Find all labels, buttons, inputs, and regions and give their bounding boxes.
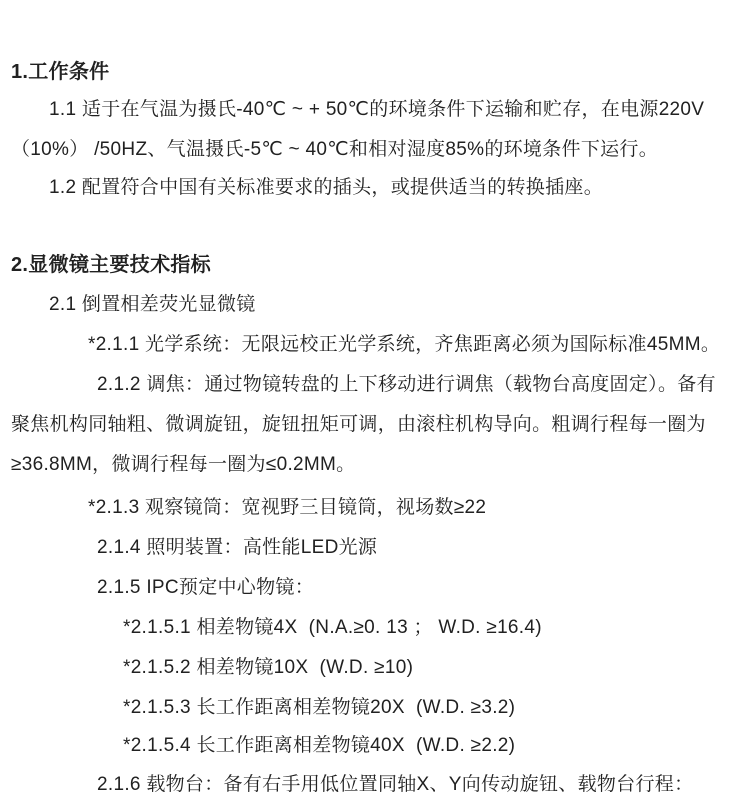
document-text-line: 聚焦机构同轴粗、微调旋钮，旋钮扭矩可调，由滚柱机构导向。粗调行程每一圈为 [11,414,706,435]
document-text-line: 1.1 适于在气温为摄氏-40℃ ~ + 50℃的环境条件下运输和贮存，在电源220V [49,99,705,120]
document-text-line: （10%） /50HZ、气温摄氏-5℃ ~ 40℃和相对湿度85%的环境条件下运行。 [11,139,659,160]
document-text-line: 2.1.4 照明装置：高性能LED光源 [97,537,378,558]
document-text-line: 2.1 倒置相差荧光显微镜 [49,294,256,315]
document-text-line: *2.1.5.4 长工作距离相差物镜40X (W.D. ≥2.2) [123,735,516,756]
section-heading: 1.工作条件 [11,61,110,83]
document-text-line: *2.1.5.1 相差物镜4X (N.A.≥0. 13 ； W.D. ≥16.4) [123,617,542,638]
document-text-line: 2.1.5 IPC预定中心物镜： [97,577,315,598]
document-text-line: *2.1.3 观察镜筒：宽视野三目镜筒，视场数≥22 [88,497,487,518]
document-text-line: 2.1.6 载物台：备有右手用低位置同轴X、Y向传动旋钮、载物台行程： [97,774,694,793]
document-text-line: 2.1.2 调焦：通过物镜转盘的上下移动进行调焦（载物台高度固定）。备有 [97,374,716,395]
document-text-line: ≥36.8MM，微调行程每一圈为≤0.2MM。 [11,454,356,475]
document-text-line: *2.1.5.2 相差物镜10X (W.D. ≥10) [123,657,414,678]
document-text-line: *2.1.1 光学系统：无限远校正光学系统，齐焦距离必须为国际标准45MM。 [88,334,721,355]
document-text-line: 1.2 配置符合中国有关标准要求的插头，或提供适当的转换插座。 [49,177,603,198]
section-heading: 2.显微镜主要技术指标 [11,254,211,276]
document-text-line: *2.1.5.3 长工作距离相差物镜20X (W.D. ≥3.2) [123,697,516,718]
